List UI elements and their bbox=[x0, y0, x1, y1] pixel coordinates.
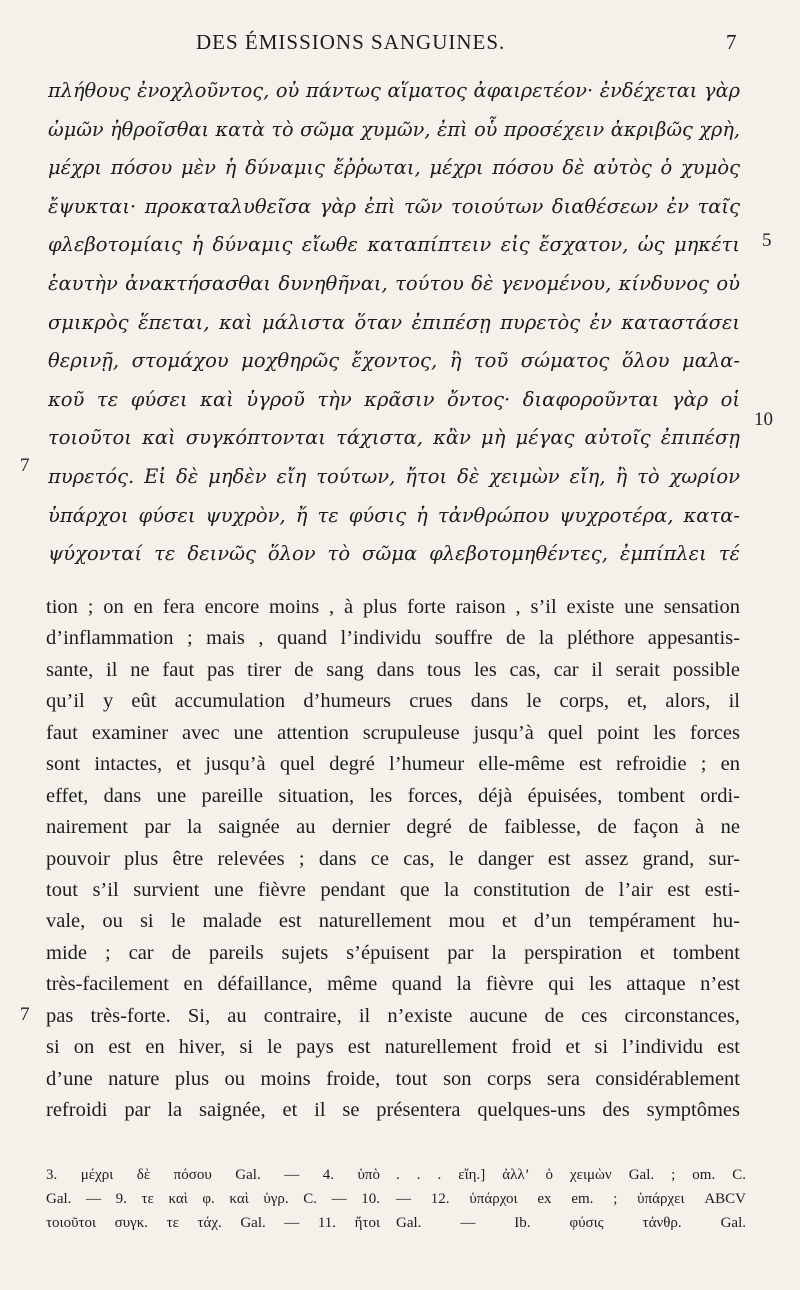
footnote-line: — 12. ὑπάρχοι ex em. ; ὑπάρχει ABCV bbox=[396, 1191, 746, 1207]
french-line: très-facilement en défaillance, même quand la fièvre qui les attaque n’est bbox=[46, 973, 740, 996]
french-line: effet, dans une pareille situation, les forces, déjà épuisées, tombent ordi- bbox=[46, 784, 740, 807]
french-line: refroidi par la saignée, et il se présentera quelques-uns des symptômes bbox=[46, 1099, 740, 1121]
page-number: 7 bbox=[726, 30, 737, 54]
french-line: pas très-forte. Si, au contraire, il n’existe aucune de ces circonstances, bbox=[46, 1004, 740, 1027]
greek-margin-chapter-number: 7 bbox=[20, 455, 30, 476]
french-line: si on est en hiver, si le pays est naturellement froid et si l’individu est bbox=[46, 1036, 740, 1059]
greek-margin-line-number-5: 5 bbox=[762, 230, 772, 251]
french-margin-chapter-number: 7 bbox=[20, 1004, 30, 1025]
greek-margin-line-number-10: 10 bbox=[754, 409, 773, 430]
french-line: nairement par la saignée au dernier degré de faiblesse, de façon à ne bbox=[46, 816, 740, 839]
french-line: vale, ou si le malade est naturellement mou et d’un tempérament hu- bbox=[46, 910, 740, 933]
running-title: DES ÉMISSIONS SANGUINES. bbox=[196, 30, 506, 54]
french-line: d’inflammation ; mais , quand l’individu souffre de la pléthore appesantis- bbox=[46, 627, 740, 650]
french-line: pouvoir plus être relevées ; dans ce cas, le danger est assez grand, sur- bbox=[46, 847, 740, 870]
greek-line: θερινῇ, στομάχου μοχθηρῶς ἔχοντος, ἢ τοῦ σώματος ὅλου μαλα- bbox=[48, 349, 740, 373]
greek-line: πυρετός. Εἰ δὲ μηδὲν εἴη τούτων, ἤτοι δὲ χειμὼν εἴη, ἢ τὸ χωρίον bbox=[48, 464, 740, 488]
footnote-line: τοιοῦτοι συγκ. τε τάχ. Gal. — 11. ἤτοι bbox=[46, 1215, 380, 1231]
greek-line: φλεβοτομίαις ἡ δύναμις εἴωθε καταπίπτειν εἰς ἔσχατον, ὡς μηκέτι bbox=[48, 233, 740, 257]
french-line: qu’il y eût accumulation d’humeurs crues dans le corps, et, alors, il bbox=[46, 690, 740, 713]
greek-text-block bbox=[48, 72, 740, 574]
footnotes-right-column bbox=[396, 1163, 746, 1235]
greek-line: σμικρὸς ἕπεται, καὶ μάλιστα ὅταν ἐπιπέσῃ πυρετὸς ἐν καταστάσει bbox=[48, 310, 740, 334]
french-line: mide ; car de pareils sujets s’épuisent par la perspiration et tombent bbox=[46, 941, 740, 964]
greek-line: κοῦ τε φύσει καὶ ὑγροῦ τὴν κρᾶσιν ὄντος· διαφοροῦνται γὰρ οἱ bbox=[48, 387, 740, 411]
footnotes-left-column bbox=[46, 1163, 380, 1235]
footnote-line: 3. μέχρι δὲ πόσου Gal. — 4. ὑπὸ bbox=[46, 1167, 380, 1183]
greek-line: ψύχονταί τε δεινῶς ὅλον τὸ σῶμα φλεβοτομηθέντες, ἐμπίπλει τέ bbox=[48, 542, 740, 566]
french-line: sante, il ne faut pas tirer de sang dans tous les cas, car il serait possible bbox=[46, 658, 740, 681]
french-line: d’une nature plus ou moins froide, tout son corps sera considérablement bbox=[46, 1067, 740, 1090]
french-line: tion ; on en fera encore moins , à plus forte raison , s’il existe une sensation bbox=[46, 596, 740, 618]
footnote-line: Gal. — 9. τε καὶ φ. καὶ ὑγρ. C. — 10. bbox=[46, 1191, 380, 1207]
french-translation-block bbox=[46, 592, 740, 1126]
french-line: sont intactes, et jusqu’à quel degré l’humeur elle-même est refroidie ; en bbox=[46, 753, 740, 776]
greek-line: πλήθους ἐνοχλοῦντος, οὐ πάντως αἵματος ἀφαιρετέον· ἐνδέχεται γὰρ bbox=[48, 79, 740, 102]
footnote-line: Gal. — Ib. φύσις τἀνθρ. Gal. bbox=[396, 1215, 746, 1231]
greek-line: μέχρι πόσου μὲν ἡ δύναμις ἔῤῥωται, μέχρι πόσου δὲ αὐτὸς ὁ χυμὸς bbox=[48, 156, 740, 180]
greek-line: τοιοῦτοι καὶ συγκόπτονται τάχιστα, κἂν μὴ μέγας αὐτοῖς ἐπιπέσῃ bbox=[48, 426, 740, 450]
french-line: tout s’il survient une fièvre pendant que la constitution de l’air est esti- bbox=[46, 878, 740, 901]
greek-line: ὑπάρχοι φύσει ψυχρὸν, ἤ τε φύσις ἡ τἀνθρώπου ψυχροτέρα, κατα- bbox=[48, 503, 740, 527]
greek-line: ἔψυκται· προκαταλυθεῖσα γὰρ ἐπὶ τῶν τοιούτων διαθέσεων ἐν ταῖς bbox=[48, 194, 740, 218]
greek-line: ἑαυτὴν ἀνακτήσασθαι δυνηθῆναι, τούτου δὲ γενομένου, κίνδυνος οὐ bbox=[48, 271, 740, 295]
french-line: faut examiner avec une attention scrupuleuse jusqu’à quel point les forces bbox=[46, 721, 740, 744]
greek-line: ὠμῶν ἠθροῖσθαι κατὰ τὸ σῶμα χυμῶν, ἐπὶ οὗ προσέχειν ἀκριβῶς χρὴ, bbox=[48, 117, 740, 141]
footnote-line: . . . εἴη.] ἀλλ’ ὁ χειμὼν Gal. ; om. C. bbox=[396, 1167, 746, 1183]
